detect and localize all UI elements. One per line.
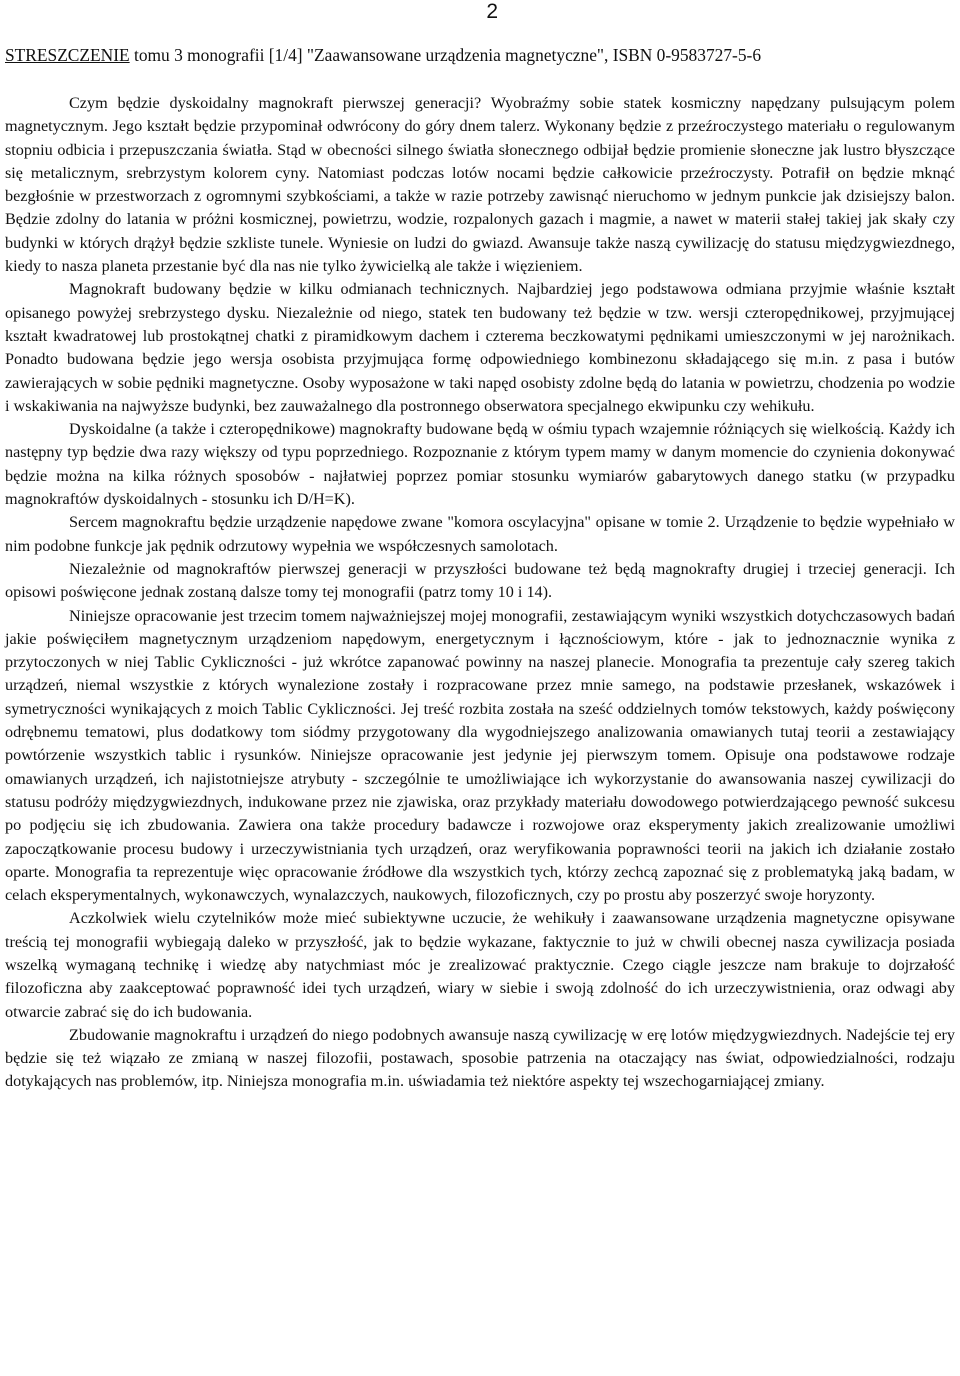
paragraph-1: Czym będzie dyskoidalny magnokraft pierwszej generacji? Wyobraźmy sobie statek kosmiczny napędzany pulsującym polem magnetycznym. Jego kształt będzie przypominał odwrócony do góry dnem talerz. Wykonany będzie z przeźroczystego materiału o regulowanym stopniu odbicia i przepuszczania światła. Stąd w obecności silnego światła słonecznego odbijał będzie promienie słoneczne jak lustro błyszczące się metalicznym, srebrzystym kolorem cyny. Natomiast podczas lotów nocami będzie całkowicie przeźroczysty. Potrafił on będzie mknąć bezgłośnie w przestworzach z ogromnymi szybkościami, a także w razie potrzeby zawisnąć nieruchomo w jednym punkcie jak dzisiejszy balon. Będzie zdolny do latania w próżni kosmicznej, powietrzu, wodzie, rozpalonych gazach i magmie, a nawet w materii stałej takiej jak skały czy budynki w których drążył będzie szkliste tunele. Wyniesie on ludzi do gwiazd. Awansuje także naszą cywilizację do statusu międzygwiezdnego, kiedy to nasza planeta przestanie być dla nas nie tylko żywicielką ale także i więzieniem. — [5, 94, 955, 276]
heading-title-rest: tomu 3 monografii [1/4] "Zaawansowane urządzenia magnetyczne", ISBN 0-9583727-5-6 — [129, 45, 762, 65]
paragraph-8: Zbudowanie magnokraftu i urządzeń do niego podobnych awansuje naszą cywilizację w erę lotów międzygwiezdnych. Nadejście tej ery będzie się też wiązało ze zmianą w naszej filozofii, postawach, sposobie patrzenia na otaczający nas świat, odpowiedzialności, rodzaju dotykających nas problemów, itp. Niniejsza monografia m.in. uświadamia też niektóre aspekty tej wszechogarniającej zmiany. — [5, 1025, 955, 1091]
page-number: 2 — [486, 0, 498, 23]
document-body — [5, 92, 955, 1094]
paragraph-5: Niezależnie od magnokraftów pierwszej generacji w przyszłości budowane też będą magnokrafty drugiej i trzeciej generacji. Ich opisowi poświęcone jednak zostaną dalsze tomy tej monografii (patrz tomy 10 i 14). — [5, 559, 955, 602]
document-heading — [5, 44, 761, 66]
paragraph-4: Sercem magnokraftu będzie urządzenie napędowe zwane "komora oscylacyjna" opisane w tomie 2. Urządzenie to będzie wypełniało w nim podobne funkcje jak pędnik odrzutowy wypełnia we współczesnych samolotach. — [5, 513, 955, 555]
paragraph-7: Aczkolwiek wielu czytelników może mieć subiektywne uczucie, że wehikuły i zaawansowane urządzenia magnetyczne opisywane treścią tej monografii wybiegają daleko w przyszłość, jak to będzie wykazane, faktycznie to już w chwili obecnej nasza cywilizacja posiada wszelką wymaganą technikę i wiedzę aby natychmiast móc je zrealizować praktycznie. Czego ciągle jeszcze nam brakuje to dojrzałość filozoficzna aby zaakceptować poprawność idei tych urządzeń, wiary w siebie i swoją zdolność do ich urzeczywistnienia, oraz odwagi aby otwarcie zabrać się do ich budowania. — [5, 909, 955, 1021]
paragraph-3: Dyskoidalne (a także i czteropędnikowe) magnokrafty budowane będą w ośmiu typach wzajemnie różniących się wielkością. Każdy ich następny typ będzie dwa razy większy od typu poprzedniego. Rozpoznanie z którym typem mamy w danym momencie do czynienia dokonywać będzie można na kilka różnych sposobów - najłatwiej poprzez pomiar stosunku wymiarów gabarytowych danego statku (w przypadku magnokraftów dyskoidalnych - stosunku ich D/H=K). — [5, 420, 955, 509]
paragraph-2: Magnokraft budowany będzie w kilku odmianach technicznych. Najbardziej jego podstawowa odmiana przyjmie właśnie kształt opisanego powyżej srebrzystego dysku. Niezależnie od niego, statek ten budowany też będzie w tzw. wersji czteropędnikowej, przyjmującej kształt kwadratowej lub prostokątnej chatki z piramidkowym dachem i czterema beczkowatymi pędnikami umieszczonymi w jej narożnikach. Ponadto budowana będzie jego wersja osobista przyjmująca formę odpowiedniego kombinezonu składającego się m.in. z pasa i butów zawierających w sobie pędniki magnetyczne. Osoby wyposażone w taki napęd osobisty zdolne będą do latania w powietrzu, chodzenia po wodzie i wskakiwania na najwyższe budynki, bez zauważalnego dla postronnego obserwatora specjalnego ekwipunku czy wehikułu. — [5, 280, 955, 415]
paragraph-6: Niniejsze opracowanie jest trzecim tomem najważniejszej mojej monografii, zestawiającym wyniki wszystkich dotychczasowych badań jakie poświęciłem magnetycznym urządzeniom napędowym, energetycznym i łącznościowym, które - jak to jednoznacznie wynika z przytoczonych w niej Tablic Cykliczności - już wkrótce zapanować powinny na naszej planecie. Monografia ta prezentuje cały szereg takich urządzeń, niemal wszystkie z których wynalezione zostały i rozpracowane przez mnie samego, na podstawie przesłanek, wskazówek i symetryczności wynikających z moich Tablic Cykliczności. Jej treść rozbita została na sześć oddzielnych tomów tekstowych, każdy poświęcony odrębnemu tematowi, plus dodatkowy tom siódmy przygotowany dla wygodniejszego analizowania omawianych tutaj teorii a zestawiający powtórzenie wszystkich tablic i rysunków. Niniejsze opracowanie jest jedynie jej pierwszym tomem. Opisuje ona podstawowe rodzaje omawianych urządzeń, ich najistotniejsze atrybuty - szczególnie te umożliwiające ich wykorzystanie do awansowania naszej cywilizacji do statusu podróży międzygwiezdnych, indukowane przez nie zjawiska, oraz przykłady materiału dowodowego potwierdzającego pewność sukcesu po podjęciu się ich zbudowania. Zawiera ona także procedury badawcze i rozwojowe oraz eksperymenty jakich zrealizowanie umożliwi zapoczątkowanie procesu budowy i urzeczywistniania tych urządzeń, oraz weryfikowania poprawności teorii na jakich ich działanie zostało oparte. Monografia ta reprezentuje więc opracowanie źródłowe dla wszystkich tych, którzy zechcą zapoznać się z problematyką jaką badam, w celach eksperymentalnych, wykonawczych, wynalazczych, naukowych, filozoficznych, czy po prostu aby poszerzyć swoje horyzonty. — [5, 606, 955, 905]
heading-title-underlined: STRESZCZENIE — [5, 45, 130, 65]
